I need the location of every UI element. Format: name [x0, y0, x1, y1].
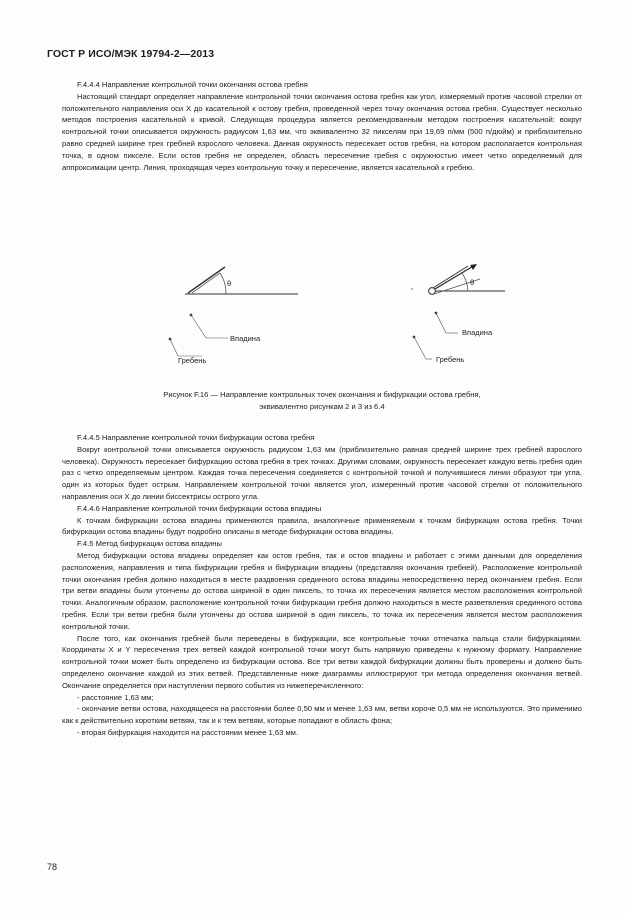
page-number: 78 — [47, 862, 58, 872]
section-f445-to-f45 — [62, 432, 582, 739]
valley-leader-line — [436, 313, 446, 333]
direction-arrow — [435, 265, 475, 289]
angle-arc — [462, 273, 468, 291]
angle-label: θ — [227, 279, 232, 288]
paragraph: После того, как окончания гребней были переведены в бифуркации, все контрольные точки отпечатка пальца стали бифуркациями. Координаты X и Y пересечения трех ветвей каждой контрольной точки могут быть напрямую приведены к нужному формату. Направление контрольной точки может быть определено из бифуркации остова. Все три ветви каждой бифуркации должны быть проверены и должно быть определено окончание каждой из этих ветвей. Представленные ниже диаграммы иллюстрируют три метода определения окончания ветвей. Окончание определяется при наступлении первого события из нижеперечисленного: — [62, 633, 582, 690]
figure-right-panel — [411, 264, 505, 364]
section-f444 — [62, 79, 582, 173]
ridge-leader-line — [414, 337, 426, 359]
list-item: - вторая бифуркация находится на расстоянии менее 1,63 мм. — [77, 727, 298, 737]
paragraph: К точкам бифуркации остова впадины применяются правила, аналогичные применяемым к точкам бифуркации остова гребня. Точки бифуркации остова впадины будут подробно описаны в методе бифуркации остова впадины. — [62, 515, 582, 537]
label-ridge: Гребень — [178, 356, 207, 365]
section-heading: F.4.4.6 Направление контрольной точки бифуркации остова впадины — [77, 503, 322, 513]
section-heading: F.4.4.5 Направление контрольной точки бифуркации остова гребня — [77, 433, 315, 442]
caption-line-1: Рисунок F.16 — Направление контрольных точек окончания и бифуркации остова гребня, — [163, 390, 481, 399]
valley-leader-line — [191, 315, 206, 338]
list-item: - окончание ветви остова, находящееся на расстоянии более 0,50 мм и менее 1,63 мм, ветви короче 0,5 мм не используются. Это применимо как к действительно коротким ветвям, так и к тем ветвям, которые попадают в область фона; — [62, 704, 582, 726]
paragraph: Вокруг контрольной точки описывается окружность радиусом 1,63 мм (приблизительно равная средней ширине трех гребней взрослого человека). Окружность пересекает бифуркацию остова гребня в трех точках. Другими словами, окружность пересекает каждую ветвь гребня один раз с четко определяемым центром. Каждая точка пересечения соединяется с контрольной точкой и получившиеся линии образуют три угла, один из которых будет острым. Направлением контрольной точки является угол, измеренный против часовой стрелки от положительного направления оси X до линии биссектрисы острого угла. — [62, 444, 582, 501]
angle-label: θ — [470, 278, 475, 287]
ridge-tangent-line — [188, 267, 225, 293]
section-heading: F.4.5 Метод бифуркации остова впадины — [77, 539, 222, 549]
label-valley: Впадина — [462, 328, 493, 337]
label-valley: Впадина — [230, 334, 261, 343]
document-header: ГОСТ Р ИСО/МЭК 19794-2—2013 — [47, 48, 215, 60]
section-heading: F.4.4.4 Направление контрольной точки окончания остова гребня — [77, 80, 308, 89]
list-item: - расстояние 1,63 мм; — [77, 692, 154, 702]
paragraph: Метод бифуркации остова впадины определяет как остов гребня, так и остов впадины и работает с этими данными для определения расположения, направления и типа бифуркации гребня и бифуркации впадины (представляя окончания гребней). Расположение контрольной точки окончания гребня должно находиться в месте раздвоения срединного остова впадины непосредственно перед окончанием гребня. Если три ветви впадины были утончены до остова шириной в один пиксель, то точка их пересечения является местом расположения контрольной точки. Аналогичным образом, расположение контрольной точки бифуркации гребня должно находиться в месте разветвления срединного остова гребня. Если три ветви гребня были утончены до остова шириной в один пиксель, то точка их пересечения является местом расположения контрольной точки. — [62, 550, 582, 631]
paragraph: Настоящий стандарт определяет направление контрольной точки окончания остова гребня как угол, измеряемый против часовой стрелки от положительного направления оси X до касательной к остову гребня, проведенной через точку окончания остова гребня. Существует несколько методов построения касательной к кривой. Следующая процедура является рекомендованным методом построения касательной: вокруг контрольной точки описывается окружность радиусом 1,63 мм, что эквивалентно 32 пикселям при 19,69 п/мм (500 п/дюйм) и приблизительно равно средней ширине трех гребней взрослого человека. Данная окружность пересекает остов гребня, на котором располагается контрольная точка, в одном пикселе. Если остов гребня не определен, область пересечение гребня с окружностью имеет четко определяемый для аппроксимации центр. Линия, проходящая через контрольную точку и пересечение, является касательной к гребню. — [62, 91, 582, 172]
figure-caption — [62, 389, 582, 413]
label-ridge: Гребень — [436, 355, 465, 364]
ridge-leader-line — [170, 339, 178, 356]
figure-left-panel — [169, 267, 298, 365]
angle-arc — [220, 273, 226, 294]
figure-f16 — [150, 253, 530, 371]
control-point-marker — [429, 288, 436, 295]
caption-line-2: эквивалентно рисункам 2 и 3 из 6.4 — [259, 401, 385, 411]
